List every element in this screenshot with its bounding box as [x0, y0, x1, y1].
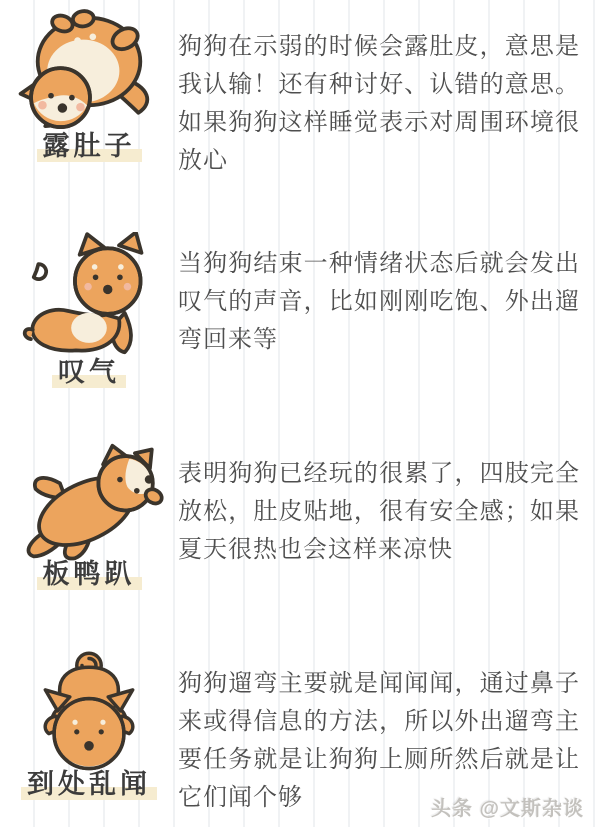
figure-column	[0, 442, 178, 590]
label-wrap	[52, 356, 126, 388]
figure-column	[0, 648, 178, 817]
behavior-description: 当狗狗结束一种情绪状态后就会发出叹气的声音，比如刚刚吃饱、外出遛弯回来等	[178, 250, 580, 353]
section-sighing	[0, 232, 600, 388]
shiba-belly-up-icon	[13, 8, 165, 134]
shiba-flat-lying-icon	[9, 442, 169, 562]
behavior-label: 露肚子	[37, 130, 142, 162]
text-column	[178, 442, 580, 590]
behavior-label: 叹气	[52, 356, 126, 388]
watermark: 头条 @文斯杂谈	[430, 798, 584, 820]
text-column	[178, 232, 580, 388]
shiba-sighing-icon	[14, 232, 164, 360]
label-wrap	[37, 130, 142, 162]
behavior-label: 板鸭趴	[37, 558, 142, 590]
label-wrap	[21, 768, 157, 800]
section-flat-lying	[0, 442, 600, 590]
behavior-label: 到处乱闻	[21, 768, 157, 800]
text-column	[178, 8, 580, 180]
behavior-description: 狗狗在示弱的时候会露肚皮，意思是我认输！还有种讨好、认错的意思。如果狗狗这样睡觉表示对周围环境很放心	[178, 33, 580, 174]
section-belly-up	[0, 8, 600, 180]
figure-column	[0, 8, 178, 180]
behavior-description: 狗狗遛弯主要就是闻闻闻，通过鼻子来或得信息的方法，所以外出遛弯主要任务就是让狗狗上厕所然后就是让它们闻个够	[178, 670, 580, 811]
label-wrap	[37, 558, 142, 590]
shiba-sniffing-icon	[19, 648, 159, 772]
behavior-description: 表明狗狗已经玩的很累了，四肢完全放松，肚皮贴地，很有安全感；如果夏天很热也会这样来凉快	[178, 460, 580, 563]
figure-column	[0, 232, 178, 388]
